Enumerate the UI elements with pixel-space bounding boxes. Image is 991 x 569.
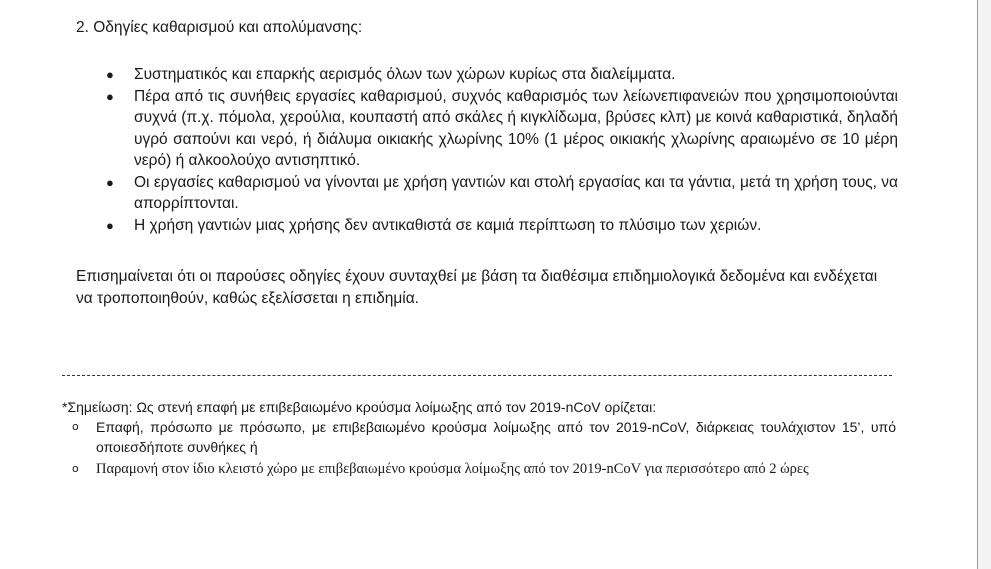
section-heading: 2. Οδηγίες καθαρισμού και απολύμανσης: xyxy=(76,19,363,36)
footnote-item-text: Παραμονή στον ίδιο κλειστό χώρο με επιβεβαιωμένο κρούσμα λοίμωξης από τον 2019-nCoV για περισσότερο από 2 ώρες xyxy=(96,461,809,477)
list-item xyxy=(106,172,898,215)
circle-bullet-icon: o xyxy=(72,420,79,433)
footnote-divider xyxy=(62,375,892,376)
list-item-text: Συστηματικός και επαρκής αερισμός όλων των χώρων κυρίως στα διαλείμματα. xyxy=(134,66,676,83)
cleaning-instructions-list xyxy=(106,64,898,236)
footnote-title: *Σημείωση: Ως στενή επαφή με επιβεβαιωμένο κρούσμα λοίμωξης από τον 2019-nCoV ορίζεται: xyxy=(62,399,657,415)
disclaimer-paragraph: Επισημαίνεται ότι οι παρούσες οδηγίες έχουν συνταχθεί με βάση τα διαθέσιμα επιδημιολογικά δεδομένα και ενδέχεται να τροποποιηθούν, καθώς εξελίσσεται η επιδημία. xyxy=(76,268,878,307)
circle-bullet-icon: o xyxy=(72,462,79,475)
footnote-item-text: Επαφή, πρόσωπο με πρόσωπο, με επιβεβαιωμένο κρούσμα λοίμωξης από τον 2019-nCoV, διάρκειας τουλάχιστον 15’, υπό οποιεσδήποτε συνθήκες ή xyxy=(96,419,896,455)
list-item xyxy=(106,86,898,172)
bullet-icon: ● xyxy=(106,217,114,233)
bullet-icon: ● xyxy=(106,88,114,104)
list-item xyxy=(106,64,898,86)
list-item xyxy=(106,215,898,237)
footnote-item xyxy=(72,459,896,479)
bullet-icon: ● xyxy=(106,67,114,82)
footnote-item xyxy=(72,417,896,457)
bullet-icon: ● xyxy=(106,174,114,190)
page-edge-shade xyxy=(978,0,991,569)
list-item-text: Οι εργασίες καθαρισμού να γίνονται με χρήση γαντιών και στολή εργασίας και τα γάντια, μετά τη χρήση τους, να απορρίπτονται. xyxy=(134,173,898,212)
list-item-text: Πέρα από τις συνήθεις εργασίες καθαρισμού, συχνός καθαρισμός των λείωνεπιφανειών που χρησιμοποιούνται συχνά (π.χ. πόμολα, χερούλια, κουπαστή από σκάλες ή κιγκλίδωμα, βρύσες κλπ) με κοινά καθαριστικά, δηλαδή υγρό σαπούνι και νερό, ή διάλυμα οικιακής χλωρίνης 10% (1 μέρος οικιακής χλωρίνης αραιωμένο σε 10 μέρη νερό) ή αλκοολούχο αντισηπτικό. xyxy=(134,87,898,169)
list-item-text: Η χρήση γαντιών μιας χρήσης δεν αντικαθιστά σε καμιά περίπτωση το πλύσιμο των χεριών. xyxy=(134,216,762,234)
footnote-list xyxy=(72,417,896,481)
